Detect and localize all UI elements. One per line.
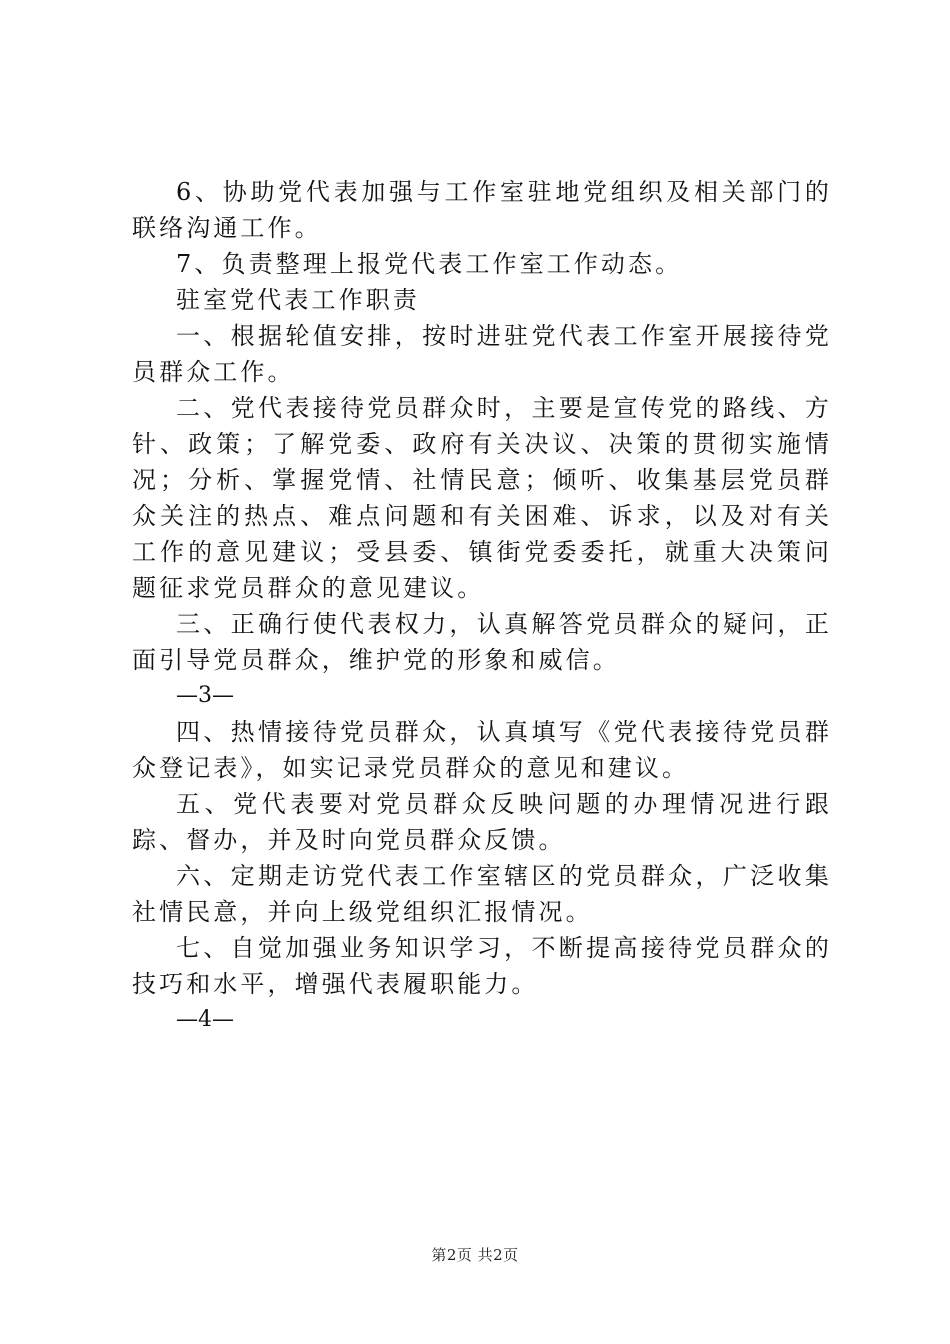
paragraph-duty-6: 六、定期走访党代表工作室辖区的党员群众，广泛收集社情民意，并向上级党组织汇报情况。 bbox=[132, 862, 832, 926]
paragraph-duty-1: 一、根据轮值安排，按时进驻党代表工作室开展接待党员群众工作。 bbox=[132, 322, 832, 386]
document-body bbox=[132, 174, 832, 1038]
page-marker-4: —4— bbox=[176, 1007, 234, 1032]
paragraph-duty-3: 三、正确行使代表权力，认真解答党员群众的疑问，正面引导党员群众，维护党的形象和威信。 bbox=[132, 610, 832, 674]
paragraph-duty-4: 四、热情接待党员群众，认真填写《党代表接待党员群众登记表》，如实记录党员群众的意见和建议。 bbox=[132, 718, 832, 782]
page-marker-3: —3— bbox=[176, 683, 234, 708]
section-heading: 驻室党代表工作职责 bbox=[176, 286, 420, 314]
paragraph-item-6: 6、协助党代表加强与工作室驻地党组织及相关部门的联络沟通工作。 bbox=[132, 178, 832, 242]
paragraph-duty-7: 七、自觉加强业务知识学习，不断提高接待党员群众的技巧和水平，增强代表履职能力。 bbox=[132, 934, 832, 998]
paragraph-duty-5: 五、党代表要对党员群众反映问题的办理情况进行跟踪、督办，并及时向党员群众反馈。 bbox=[132, 790, 832, 854]
page-footer: 第2页 共2页 bbox=[431, 1246, 519, 1264]
paragraph-item-7: 7、负责整理上报党代表工作室工作动态。 bbox=[176, 250, 683, 278]
paragraph-duty-2: 二、党代表接待党员群众时，主要是宣传党的路线、方针、政策；了解党委、政府有关决议、决策的贯彻实施情况；分析、掌握党情、社情民意；倾听、收集基层党员群众关注的热点、难点问题和有关困难、诉求，以及对有关工作的意见建议；受县委、镇街党委委托，就重大决策问题征求党员群众的意见建议。 bbox=[132, 394, 832, 602]
